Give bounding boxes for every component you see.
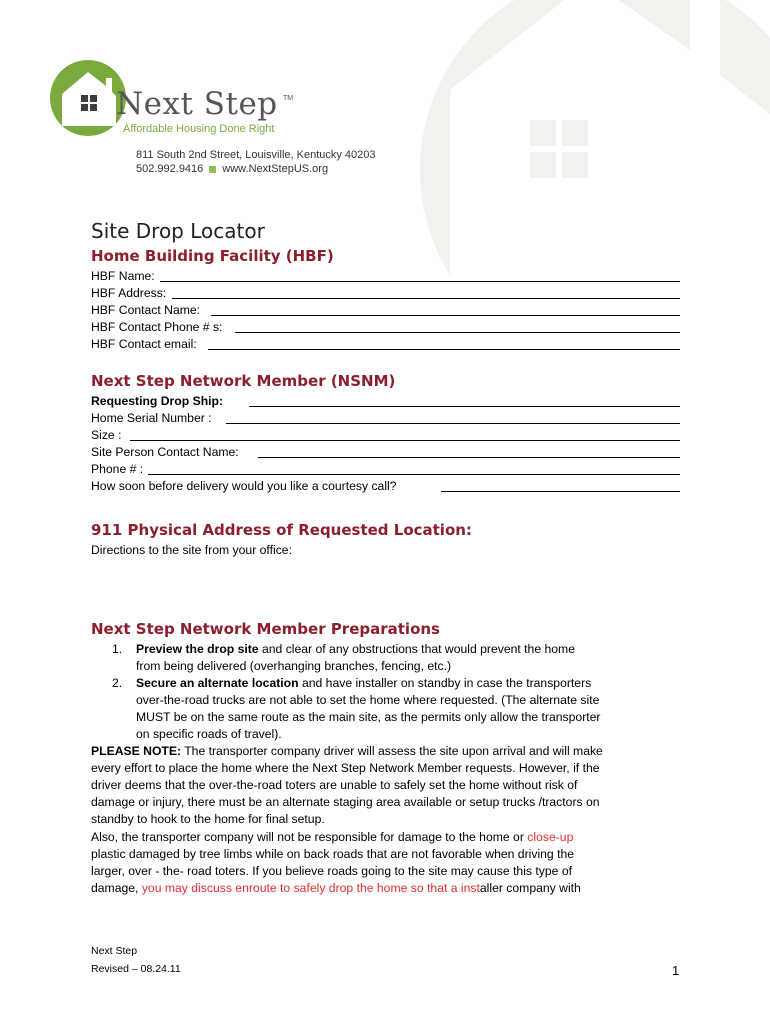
contact-line bbox=[136, 163, 328, 175]
hbf-name-field[interactable] bbox=[160, 281, 680, 282]
address-line: 811 South 2nd Street, Louisville, Kentucky 40203 bbox=[136, 149, 376, 161]
item-1-text: and clear of any obstructions that would prevent the home bbox=[258, 642, 575, 656]
nsnm-heading: Next Step Network Member (NSNM) bbox=[91, 372, 396, 390]
requesting-drop-ship-label: Requesting Drop Ship: bbox=[91, 394, 224, 408]
item-1-line-1 bbox=[136, 641, 575, 658]
house-watermark-icon bbox=[390, 0, 770, 360]
also-4-text: damage, bbox=[91, 881, 142, 895]
page-number: 1 bbox=[672, 963, 680, 978]
hbf-contact-name-label: HBF Contact Name: bbox=[91, 303, 201, 317]
size-label: Size : bbox=[91, 428, 122, 442]
logo-trademark: TM bbox=[283, 95, 294, 102]
item-1-line-2: from being delivered (overhanging branches, fencing, etc.) bbox=[136, 659, 452, 673]
hbf-contact-email-field[interactable] bbox=[208, 349, 680, 350]
size-field[interactable] bbox=[130, 440, 680, 441]
also-line-3: larger, over - the- road toters. If you believe roads going to the site may cause this type of bbox=[91, 864, 572, 878]
item-2-line-1 bbox=[136, 675, 591, 692]
also-line-4 bbox=[91, 880, 581, 897]
preparations-heading: Next Step Network Member Preparations bbox=[91, 620, 440, 638]
note-line-1 bbox=[91, 743, 603, 760]
hbf-contact-phone-label: HBF Contact Phone # s: bbox=[91, 320, 223, 334]
logo-tagline: Affordable Housing Done Right bbox=[123, 123, 275, 135]
item-1-bold: Preview the drop site bbox=[136, 642, 259, 656]
note-line-4: damage or injury, there must be an alternate staging area available or setup trucks /tractors on bbox=[91, 795, 600, 809]
website-link[interactable]: www.NextStepUS.org bbox=[222, 163, 329, 175]
page-title: Site Drop Locator bbox=[91, 219, 265, 243]
hbf-name-label: HBF Name: bbox=[91, 269, 155, 283]
hbf-address-label: HBF Address: bbox=[91, 286, 167, 300]
note-bold: PLEASE NOTE: bbox=[91, 744, 182, 758]
courtesy-call-label: How soon before delivery would you like a courtesy call? bbox=[91, 479, 397, 493]
note-line-2: every effort to place the home where the Next Step Network Member requests. However, if the bbox=[91, 761, 600, 775]
logo-name: Next Step bbox=[116, 86, 278, 122]
item-2-line-2: over-the-road trucks are not able to set the home where requested. (The alternate site bbox=[136, 693, 600, 707]
courtesy-call-field[interactable] bbox=[441, 491, 680, 492]
item-2-text: and have installer on standby in case the transporters bbox=[298, 676, 592, 690]
hbf-heading: Home Building Facility (HBF) bbox=[91, 247, 334, 265]
home-serial-field[interactable] bbox=[226, 423, 680, 424]
hbf-address-field[interactable] bbox=[172, 298, 680, 299]
also-4-text-end: aller company with bbox=[479, 881, 581, 895]
footer-org: Next Step bbox=[91, 945, 138, 957]
note-text: The transporter company driver will assess the site upon arrival and will make bbox=[181, 744, 603, 758]
footer-revised: Revised – 08.24.11 bbox=[91, 963, 181, 975]
item-1-number: 1. bbox=[112, 642, 123, 656]
note-line-3: driver deems that the over-the-road toters are unable to safely set the home without risk of bbox=[91, 778, 578, 792]
item-2-line-4: on specific roads of travel). bbox=[136, 727, 282, 741]
directions-label: Directions to the site from your office: bbox=[91, 543, 292, 557]
note-line-5: standby to hook to the home for final setup. bbox=[91, 812, 325, 826]
item-2-line-3: MUST be on the same route as the main site, as the permits only allow the transporter bbox=[136, 710, 601, 724]
requesting-drop-ship-field[interactable] bbox=[249, 406, 680, 407]
hbf-contact-phone-field[interactable] bbox=[235, 332, 680, 333]
phone: 502.992.9416 bbox=[136, 163, 204, 175]
item-2-bold: Secure an alternate location bbox=[136, 676, 299, 690]
also-line-2: plastic damaged by tree limbs while on back roads that are not favorable when driving the bbox=[91, 847, 575, 861]
phone-field[interactable] bbox=[148, 474, 680, 475]
site-contact-field[interactable] bbox=[258, 457, 680, 458]
also-line-1 bbox=[91, 829, 573, 846]
also-text: Also, the transporter company will not be responsible for damage to the home or bbox=[91, 830, 528, 844]
also-4-red-text: you may discuss enroute to safely drop the home so that a inst bbox=[141, 881, 480, 895]
hbf-contact-email-label: HBF Contact email: bbox=[91, 337, 197, 351]
hbf-contact-name-field[interactable] bbox=[211, 315, 680, 316]
site-contact-label: Site Person Contact Name: bbox=[91, 445, 239, 459]
also-red-text: close-up bbox=[527, 830, 574, 844]
home-serial-label: Home Serial Number : bbox=[91, 411, 212, 425]
physical-address-heading: 911 Physical Address of Requested Location: bbox=[91, 521, 472, 539]
item-2-number: 2. bbox=[112, 676, 123, 690]
phone-label: Phone # : bbox=[91, 462, 144, 476]
separator-square-icon bbox=[209, 166, 216, 173]
